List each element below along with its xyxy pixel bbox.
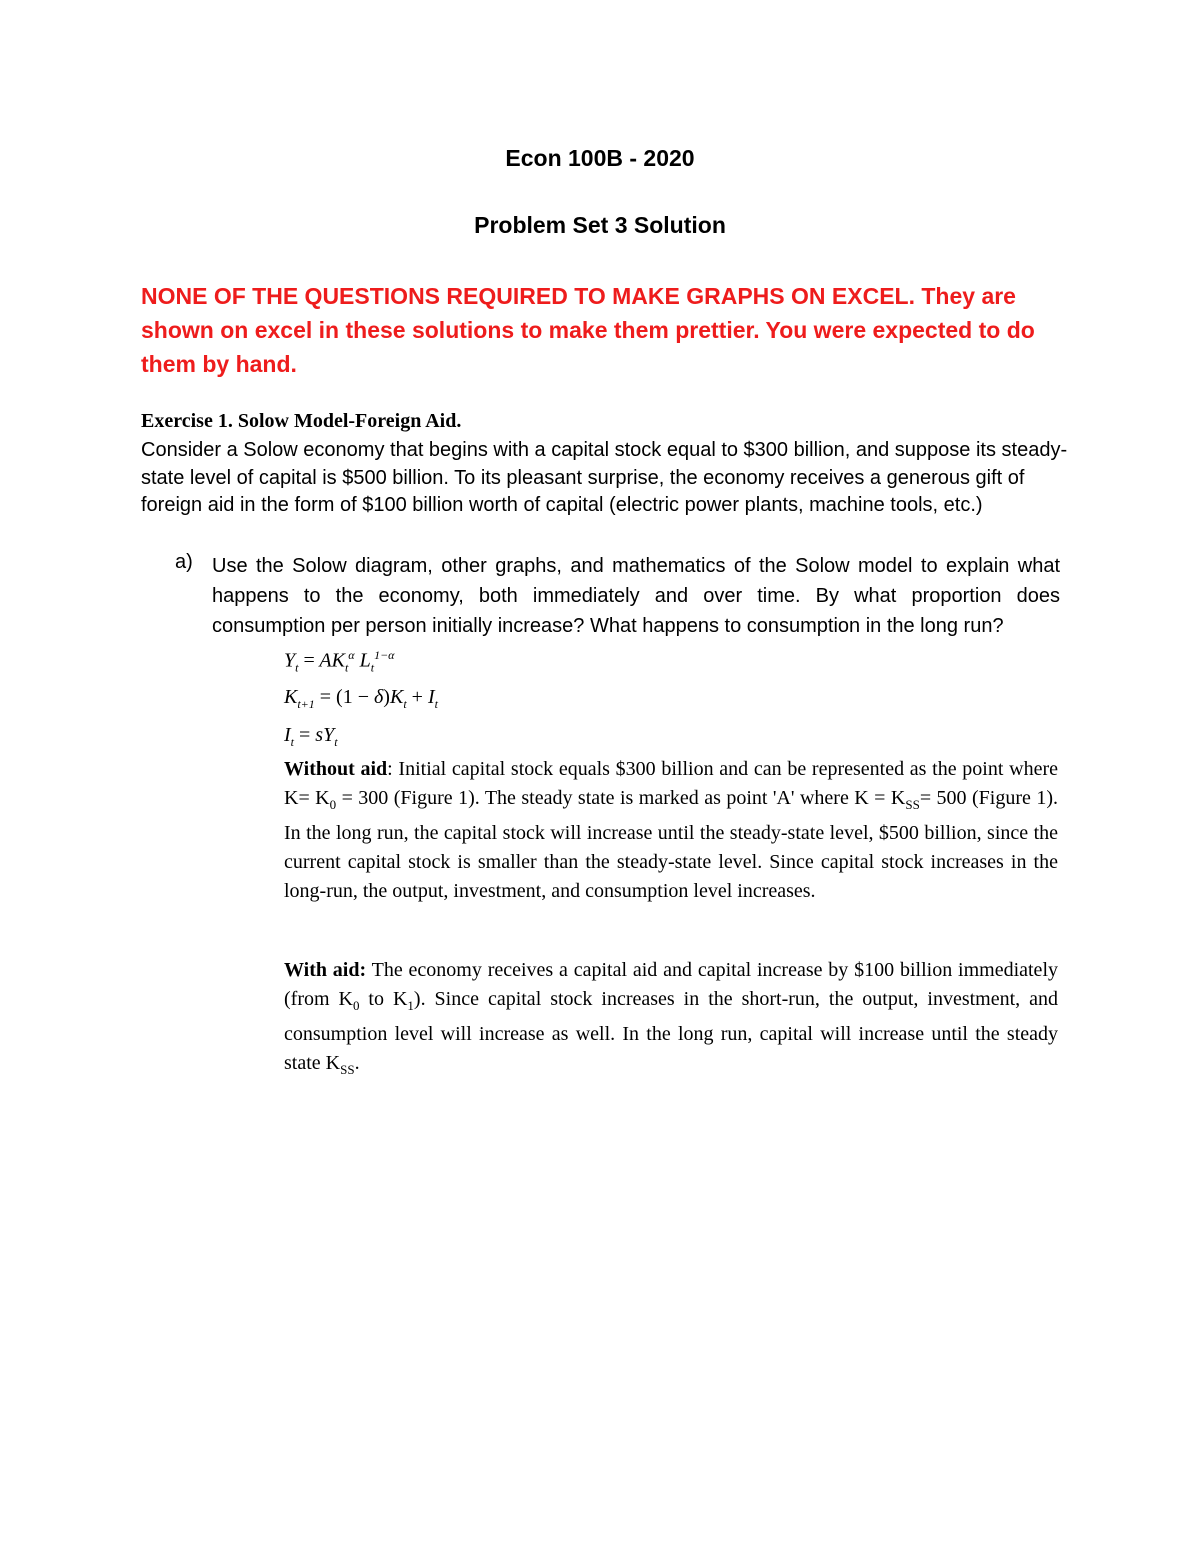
document-title: Problem Set 3 Solution bbox=[474, 212, 726, 238]
capital-accumulation-equation: $K_{t+1} = (1 - \delta)K_t + I_t$ bbox=[284, 686, 438, 711]
investment-equation: $I_t = sY_t$ bbox=[284, 724, 338, 749]
without-aid-paragraph: Without aid: Initial capital stock equals $300 billion and can be represented as the point where $K= K_0 = 300$ (Figure 1). The steady state is marked as point 'A' where $K = K_{SS}= 500$ (Figure 1). In the long run, the capital stock will increase until the steady-state level, $500 billion, since the current capital stock is smaller than the steady-state level. Since capital stock increases in the long-run, the output, investment, and consumption level increases. bbox=[284, 758, 1058, 902]
exercise-heading: Exercise 1. Solow Model-Foreign Aid. bbox=[141, 410, 462, 432]
with-aid-paragraph: With aid: The economy receives a capital aid and capital increase by $100 billion immediately (from $K_0$ to $K_1$). Since capital stock increases in the short-run, the output, investment, and consumption level will increase as well. In the long run, capital will increase until the steady state $K_{SS}$. bbox=[284, 959, 1058, 1077]
without-aid-label: Without aid bbox=[284, 758, 388, 780]
part-a-label: a) bbox=[175, 551, 193, 573]
exercise-prompt: Consider a Solow economy that begins with a capital stock equal to $300 billion, and suppose its steady-state level of capital is $500 billion. To its pleasant surprise, the economy receives a generous gift of foreign aid in the form of $100 billion worth of capital (electric power plants, machine tools, etc.) bbox=[141, 439, 1068, 516]
with-aid-label: With aid: bbox=[284, 959, 367, 981]
excel-notice: NONE OF THE QUESTIONS REQUIRED TO MAKE GRAPHS ON EXCEL. They are shown on excel in these solutions to make them prettier. You were expected to do them by hand. bbox=[141, 283, 1035, 377]
production-function-equation: $Y_t = AK_t^\alpha$ $L_t^{1-\alpha}$ bbox=[284, 648, 395, 675]
course-title: Econ 100B - 2020 bbox=[505, 145, 695, 171]
part-a-question: Use the Solow diagram, other graphs, and mathematics of the Solow model to explain what happens to the economy, both immediately and over time. By what proportion does consumption per person initially increase? What happens to consumption in the long run? bbox=[212, 555, 1060, 637]
